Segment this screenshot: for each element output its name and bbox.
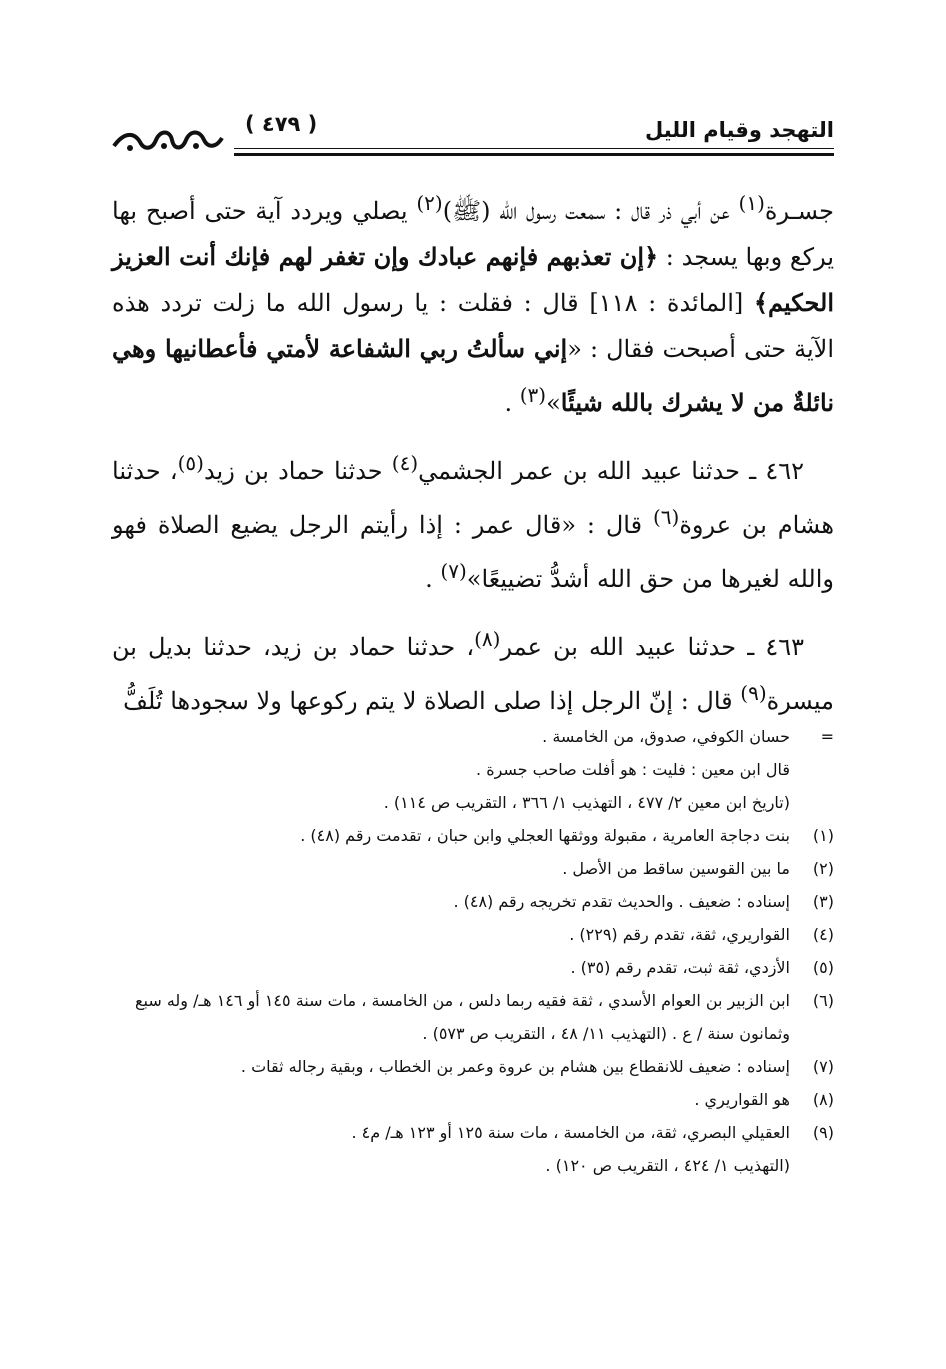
footnote-1 [112,819,834,852]
text-segment: قال : إنّ الرجل إذا صلى الصلاة لا يتم ركوعها ولا سجودها تُلَفُّ [123,687,741,715]
text-segment: ، حدثنا حماد بن زيد، حدثنا بديل بن ميسرة [112,633,834,715]
footnote-ref: (٣) [519,383,547,407]
hadith-text: إني سألتُ ربي الشفاعة لأمتي فأعطانيها وهي نائلةٌ من لا يشرك بالله شيئًا [112,334,834,417]
text-segment: قال : «قال عمر : إذا رأيتم الرجل يضيع الصلاة فهو والله لغيرها من حق الله أشدُّ تضييعًا» [112,511,834,593]
footnote-ref: (٢) [416,191,443,215]
text-segment: عن أبي ذر قال : سمعت رسول الله (ﷺ) [442,197,739,225]
footnote-number: (٥) [812,958,834,977]
footnote-number: (٨) [812,1090,834,1109]
footnote-text: إسناده : ضعيف للانقطاع بين هشام بن عروة وعمر بن الخطاب ، وبقية رجاله ثقات . [240,1057,790,1076]
footnote-ref: (٦) [652,505,680,529]
paragraph-1 [112,180,834,426]
text-segment: [المائدة : ١١٨] قال : فقلت : يا رسول الله ما زلت تردد هذه الآية حتى أصبحت فقال : « [112,289,835,363]
footnote-7 [112,1050,834,1083]
text-segment: يصلي ويردد آية حتى أصبح بها يركع وبها يسجد : [112,197,835,271]
footnote-text: العقيلي البصري، ثقة، من الخامسة ، مات سنة ١٢٥ أو ١٢٣ هـ/ م٤ . [351,1123,790,1142]
paragraph-2 [112,440,834,602]
ornament-icon [112,126,224,156]
footnote-text: ما بين القوسين ساقط من الأصل . [562,859,790,878]
text-segment: » [546,389,561,417]
footnote-number: (٢) [812,859,834,878]
footnote-number: (٧) [812,1057,834,1076]
paragraph-3 [112,616,834,724]
footnote-number: (٦) [812,991,834,1010]
footnote-2 [112,852,834,885]
footnote-text: إسناده : ضعيف . والحديث تقدم تخريجه رقم (٤٨) . [453,892,790,911]
footnote-ref: (١) [738,191,765,215]
footnote-ref: (٩) [740,681,767,705]
text-segment: ٤٦٣ ـ حدثنا عبيد الله بن عمر [500,633,805,661]
main-text [112,180,834,738]
page-header [112,108,834,158]
text-segment: جسـرة [764,197,834,225]
footnote-text: ابن الزبير بن العوام الأسدي ، ثقة فقيه ربما دلس ، من الخامسة ، مات سنة ١٤٥ أو ١٤٦ هـ/ وله سبع وثمانون سنة / ع . (التهذيب ١١/ ٤٨ ، التقريب ص ٥٧٣) . [135,991,790,1043]
footnote-ref: (٤) [391,451,419,475]
footnote-9 [112,1116,834,1149]
text-segment: ٤٦٢ ـ حدثنا عبيد الله بن عمر الجشمي [418,457,804,485]
footnote-ref: (٥) [177,451,204,475]
footnotes [112,720,834,1182]
page-number: ( ٤٧٩ ) [245,112,318,136]
footnote-text: بنت دجاجة العامرية ، مقبولة ووثقها العجلي وابن حبان ، تقدمت رقم (٤٨) . [300,826,790,845]
footnote-text: هو القواريري . [694,1090,790,1109]
footnote-text: الأزدي، ثقة ثبت، تقدم رقم (٣٥) . [570,958,790,977]
footnote-3 [112,885,834,918]
continuation-mark: = [820,727,834,746]
footnote-text: القواريري، ثقة، تقدم رقم (٢٢٩) . [569,925,790,944]
footnote-number: (٤) [812,925,834,944]
footnote-8 [112,1083,834,1116]
footnote-number: (١) [812,826,834,845]
footnote-line: (تاريخ ابن معين ٢/ ٤٧٧ ، التهذيب ١/ ٣٦٦ ، التقريب ص ١١٤) . [383,793,790,812]
text-segment: ، حدثنا هشام بن عروة [112,457,834,539]
footnote-text: حسان الكوفي، صدوق، من الخامسة . [542,727,790,746]
footnote-line: قال ابن معين : فليت : هو أفلت صاحب جسرة . [476,760,790,779]
footnote-number: (٣) [812,892,834,911]
header-rule-thick [234,153,834,156]
footnote-number: (٩) [812,1123,834,1142]
footnote-continuation [112,720,834,753]
footnote-4 [112,918,834,951]
page-title: التهجد وقيام الليل [644,118,834,142]
footnote-ref: (٨) [474,627,501,651]
footnote-5 [112,951,834,984]
footnote-ref: (٧) [440,559,467,583]
text-segment: . [504,389,520,417]
text-segment: . [425,565,441,593]
footnote-line: (التهذيب ١/ ٤٢٤ ، التقريب ص ١٢٠) . [545,1156,790,1175]
footnote-6 [112,984,834,1050]
header-rule-thin [234,148,834,149]
quran-verse: ﴿إن تعذبهم فإنهم عبادك وإن تغفر لهم فإنك أنت العزيز الحكيم﴾ [112,242,834,317]
text-segment: حدثنا حماد بن زيد [203,457,392,485]
